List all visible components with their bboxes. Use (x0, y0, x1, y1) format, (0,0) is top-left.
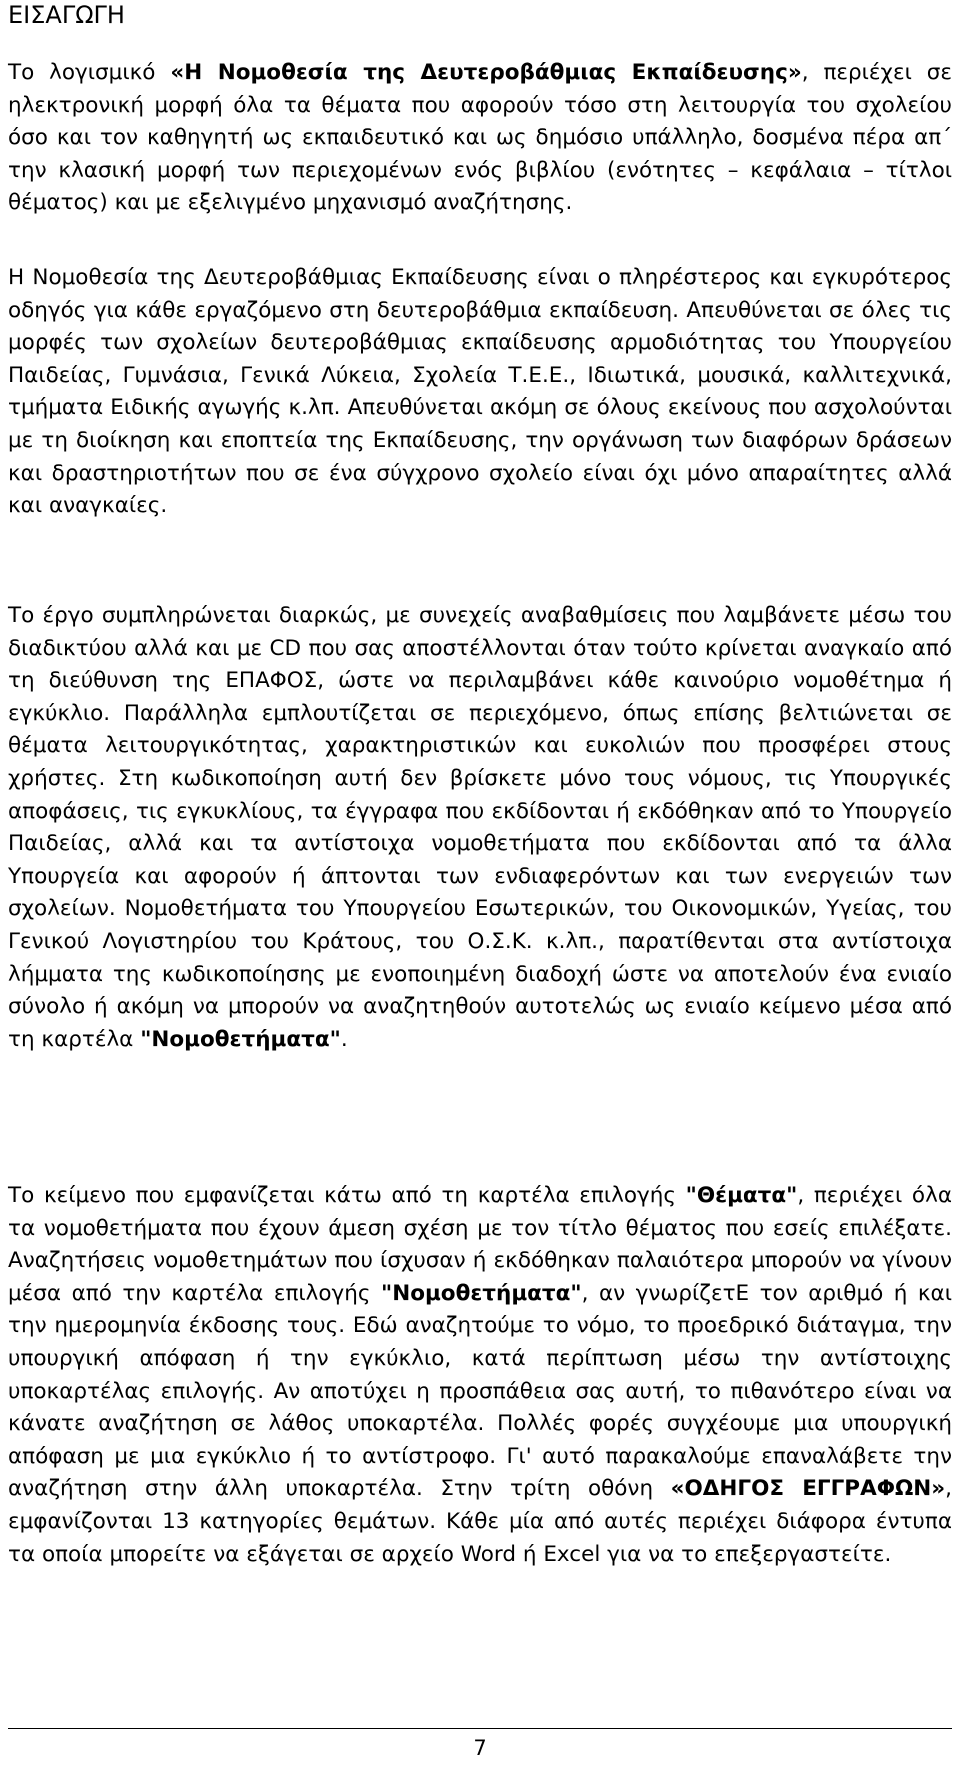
paragraph-intro (8, 57, 952, 220)
themata-tab-reference: "Θέματα" (685, 1183, 798, 1208)
paragraph-updates-text: Το έργο συμπληρώνεται διαρκώς, με συνεχείς αναβαθμίσεις που λαμβάνετε μέσω του διαδικτύου αλλά και με CD που σας αποστέλλονται όταν τούτο κρίνεται αναγκαίο από τη διεύθυνση της ΕΠΑΦΟΣ, ώστε να περιλαμβάνει κάθε καινούριο νομοθέτημα ή εγκύκλιο. Παράλληλα εμπλουτίζεται σε περιεχόμενο, όπως επίσης βελτιώνεται σε θέματα λειτουργικότητας, χαρακτηριστικών και ευκολιών που προσφέρει στους χρήστες. Στη κωδικοποίηση αυτή δεν βρίσκετε μόνο τους νόμους, τις Υπουργικές αποφάσεις, τις εγκυκλίους, τα έγγραφα που εκδίδονται ή εκδόθηκαν από το Υπουργείο Παιδείας, αλλά και τα αντίστοιχα νομοθετήματα που εκδίδονται από τα άλλα Υπουργεία και αφορούν ή άπτονται των ενδιαφερόντων και των ενεργειών των σχολείων. Νομοθετήματα του Υπουργείου Εσωτερικών, του Οικονομικών, Υγείας, του Γενικού Λογιστηρίου του Κράτους, του Ο.Σ.Κ. κ.λπ., παρατίθενται στα αντίστοιχα λήμματα της κωδικοποίησης με ενοποιημένη διαδοχή ώστε να αποτελούν ένα ενιαίο σύνολο ή ακόμη να μπορούν να αναζητηθούν αυτοτελώς ως ενιαίο κείμενο μέσα από τη καρτέλα (8, 603, 952, 1052)
nomothetimata-tab-reference: "Νομοθετήματα" (140, 1026, 341, 1052)
page-title: ΕΙΣΑΓΩΓΗ (8, 1, 125, 29)
paragraph-updates-end: . (340, 1026, 348, 1052)
documents-guide-reference: «ΟΔΗΓΟΣ ΕΓΓΡΑΦΩΝ» (670, 1476, 946, 1502)
paragraph-usage (8, 1180, 952, 1571)
paragraph-usage-part-c: , περιέχει όλα τα νομοθετήματα που έχουν άμεση σχέση με τον τίτλο θέματος που εσείς επιλέξατε. Αναζητήσεις νομοθετημάτων που ίσχυσαν ή εκδόθηκαν παλαιότερα μπορούν να γίνουν μέσα από την καρτέλα επιλογής (8, 1183, 952, 1306)
software-title: «Η Νομοθεσία της Δευτεροβάθμιας Εκπαίδευσης» (170, 60, 802, 85)
paragraph-usage-part-e: , αν γνωρίζετΕ τον αριθμό ή και την ημερομηνία έκδοσης τους. Εδώ αναζητούμε το νόμο, το προεδρικό διάταγμα, την υπουργική απόφαση ή την εγκύκλιο, κατά περίπτωση μέσω την αντίστοιχης υποκαρτέλας επιλογής. Αν αποτύχει η προσπάθεια σας αυτή, το πιθανότερο είναι να κάνατε αναζήτηση σε λάθος υποκαρτέλα. Πολλές φορές συγχέουμε μια υπουργική απόφαση με μια εγκύκλιο ή το αντίστροφο. Γι' αυτό παρακαλούμε επαναλάβετε την αναζήτηση στην άλλη υποκαρτέλα. Στην τρίτη οθόνη (8, 1280, 952, 1502)
footer-divider (8, 1728, 952, 1729)
paragraph-intro-suffix: , περιέχει σε ηλεκτρονική μορφή όλα τα θέματα που αφορούν τόσο στη λειτουργία του σχολείου όσο και τον καθηγητή ως εκπαιδευτικό και ως δημόσιο υπάλληλο, δοσμένα πέρα απ΄ την κλασική μορφή των περιεχομένων ενός βιβλίου (ενότητες – κεφάλαια – τίτλοι θέματος) και με εξελιγμένο μηχανισμό αναζήτησης. (8, 60, 952, 216)
paragraph-updates (8, 600, 952, 1056)
paragraph-usage-part-a: Το κείμενο που εμφανίζεται κάτω από τη καρτέλα επιλογής (8, 1183, 686, 1208)
page-number: 7 (473, 1736, 487, 1760)
nomothetimata-tab-reference-2: "Νομοθετήματα" (381, 1280, 582, 1306)
paragraph-intro-prefix: Το λογισμικό (8, 60, 171, 85)
paragraph-usage-part-g: , εμφανίζονται 13 κατηγορίες θεμάτων. Κάθε μία από αυτές περιέχει διάφορα έντυπα τα οποία μπορείτε να εξάγεται σε αρχείο Word ή Excel για να το επεξεργαστείτε. (8, 1476, 952, 1567)
paragraph-audience: Η Νομοθεσία της Δευτεροβάθμιας Εκπαίδευσης είναι ο πληρέστερος και εγκυρότερος οδηγός για κάθε εργαζόμενο στη δευτεροβάθμια εκπαίδευση. Απευθύνεται σε όλες τις μορφές των σχολείων δευτεροβάθμιας εκπαίδευσης αρμοδιότητας του Υπουργείου Παιδείας, Γυμνάσια, Γενικά Λύκεια, Σχολεία Τ.Ε.Ε., Ιδιωτικά, μουσικά, καλλιτεχνικά, τμήματα Ειδικής αγωγής κ.λπ. Απευθύνεται ακόμη σε όλους εκείνους που ασχολούνται με τη διοίκηση και εποπτεία της Εκπαίδευσης, την οργάνωση των διαφόρων δράσεων και δραστηριοτήτων που σε ένα σύγχρονο σχολείο είναι όχι μόνο απαραίτητες αλλά και αναγκαίες. (8, 265, 952, 519)
